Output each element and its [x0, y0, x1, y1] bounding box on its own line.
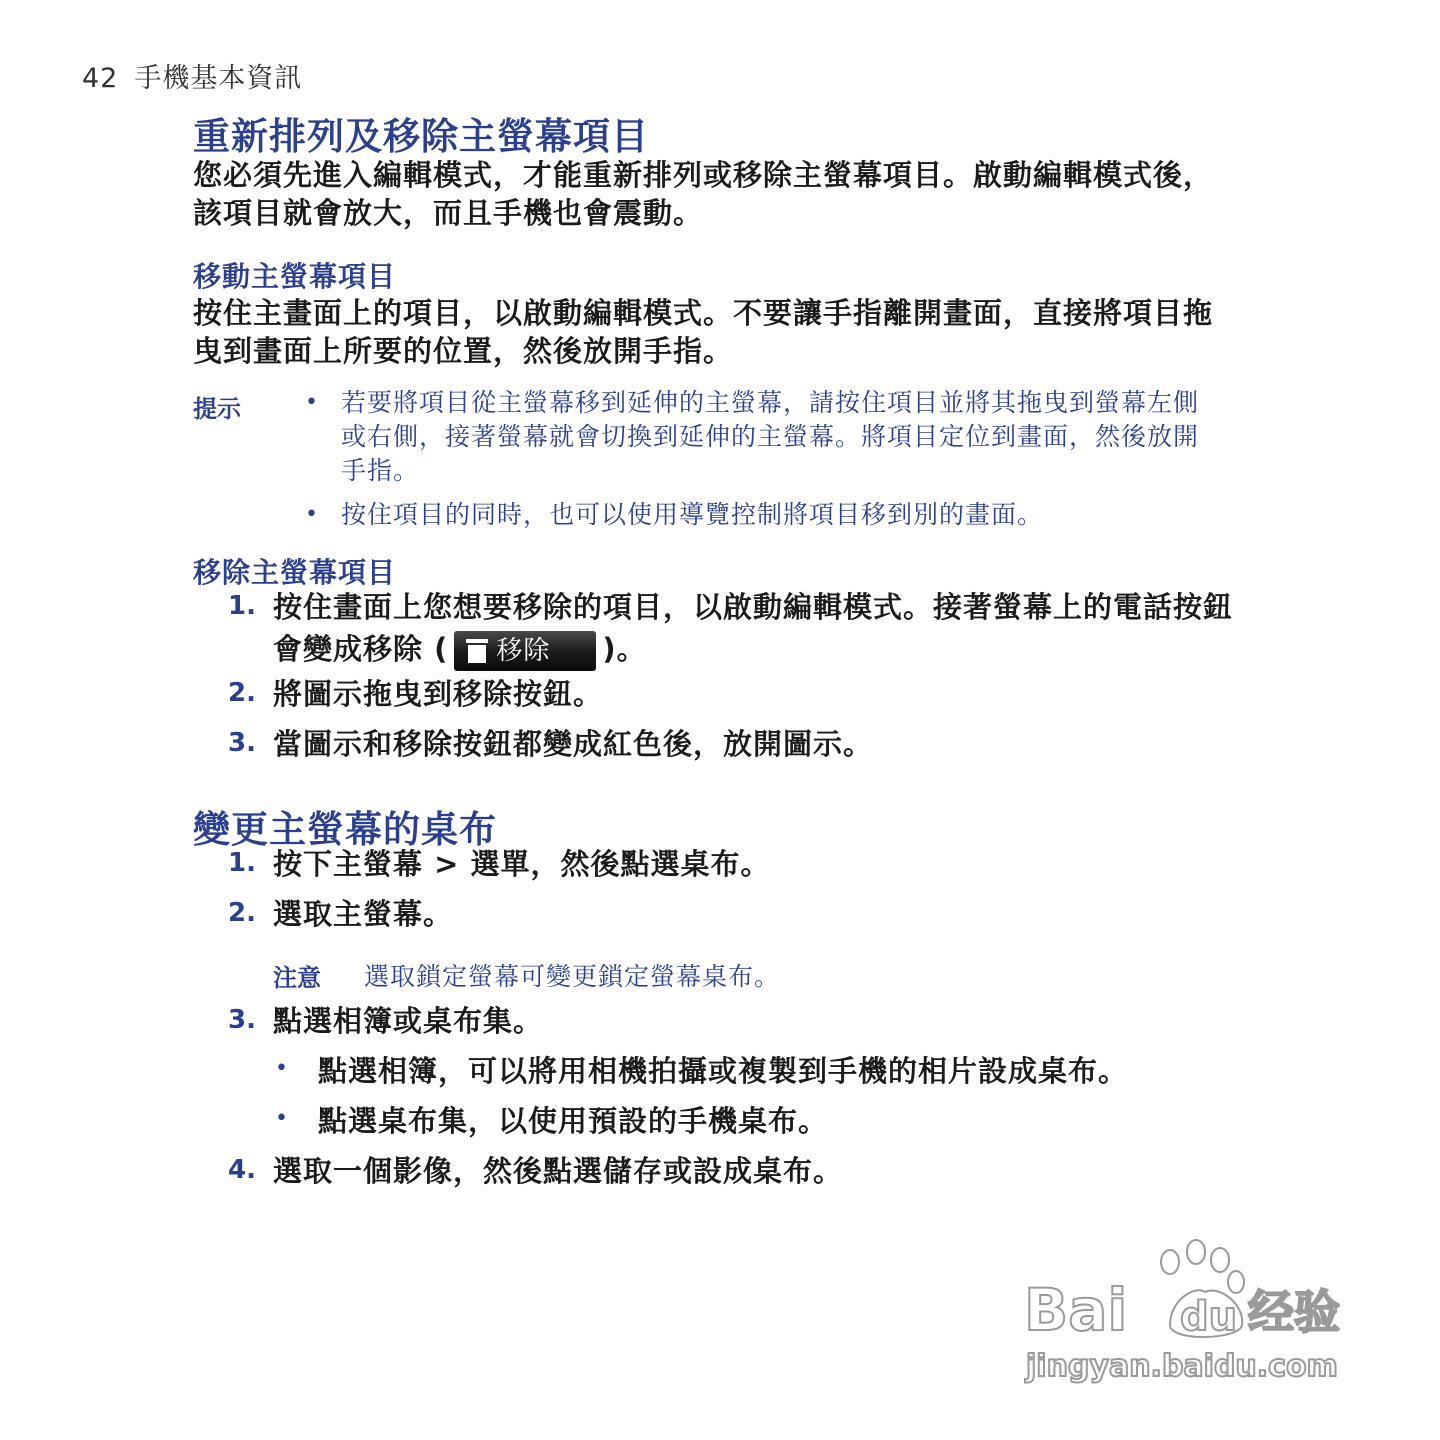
- tip-label: 提示: [193, 395, 241, 423]
- watermark-brand-cn-text: 经验: [1248, 1285, 1340, 1339]
- move-paragraph: [193, 294, 1308, 370]
- tip-bullet-1: •: [305, 390, 318, 415]
- wallpaper-sub-bullet-1: •: [275, 1056, 288, 1081]
- remove-step-3: 當圖示和移除按鈕都變成紅色後，放開圖示。: [273, 727, 874, 761]
- remove-step-1-number: 1.: [228, 591, 256, 621]
- remove-step-1-line-2: [273, 630, 1313, 671]
- wallpaper-sub-bullet-2: •: [275, 1106, 288, 1131]
- chapter-title: 手機基本資訊: [134, 63, 303, 94]
- wallpaper-step-2: 選取主螢幕。: [273, 897, 454, 931]
- remove-step-1-pre: 會變成移除 (: [273, 632, 449, 666]
- page-number: 42: [82, 63, 119, 94]
- remove-step-1-line-1: 按住畫面上您想要移除的項目，以啟動編輯模式。接著螢幕上的電話按鈕: [273, 590, 1234, 624]
- remove-button-label: 移除: [496, 636, 551, 666]
- move-line-2: 曳到畫面上所要的位置，然後放開手指。: [193, 334, 734, 368]
- watermark-brand-text: Bai: [1024, 1276, 1128, 1344]
- baidu-watermark: [1020, 1230, 1360, 1390]
- section-title-rearrange: 重新排列及移除主螢幕項目: [193, 115, 649, 158]
- subsection-title-move: 移動主螢幕項目: [193, 260, 397, 293]
- trash-icon: [468, 639, 486, 663]
- remove-step-2-number: 2.: [228, 678, 256, 708]
- tip-item-1: [341, 386, 1306, 488]
- watermark-url-text: jingyan.baidu.com: [1026, 1349, 1338, 1384]
- tip-item-1-line-3: 手指。: [341, 456, 420, 485]
- remove-step-2: 將圖示拖曳到移除按鈕。: [273, 677, 604, 711]
- watermark-brand-paw-text: du: [1180, 1294, 1238, 1340]
- tip-item-2: 按住項目的同時，也可以使用導覽控制將項目移到別的畫面。: [341, 500, 1044, 529]
- note-text: 選取鎖定螢幕可變更鎖定螢幕桌布。: [364, 962, 781, 991]
- move-line-1: 按住主畫面上的項目，以啟動編輯模式。不要讓手指離開畫面，直接將項目拖: [193, 296, 1214, 330]
- remove-step-3-number: 3.: [228, 728, 256, 758]
- wallpaper-sub-1: 點選相簿，可以將用相機拍攝或複製到手機的相片設成桌布。: [318, 1054, 1129, 1088]
- remove-step-1-post: )。: [602, 632, 647, 666]
- intro-line-2: 該項目就會放大，而且手機也會震動。: [193, 196, 704, 230]
- remove-step-1: [273, 588, 1313, 671]
- wallpaper-step-3-number: 3.: [228, 1005, 256, 1035]
- subsection-title-remove: 移除主螢幕項目: [193, 556, 397, 589]
- tip-item-1-line-1: 若要將項目從主螢幕移到延伸的主螢幕，請按住項目並將其拖曳到螢幕左側: [341, 388, 1200, 417]
- section-intro: [193, 156, 1308, 232]
- wallpaper-step-2-number: 2.: [228, 898, 256, 928]
- wallpaper-step-1: 按下主螢幕 > 選單，然後點選桌布。: [273, 847, 771, 881]
- wallpaper-step-3: 點選相簿或桌布集。: [273, 1004, 544, 1038]
- intro-line-1: 您必須先進入編輯模式，才能重新排列或移除主螢幕項目。啟動編輯模式後，: [193, 158, 1214, 192]
- baidu-watermark-graphic: [1020, 1230, 1360, 1390]
- tip-item-1-line-2: 或右側，接著螢幕就會切換到延伸的主螢幕。將項目定位到畫面，然後放開: [341, 422, 1200, 451]
- wallpaper-step-1-number: 1.: [228, 848, 256, 878]
- wallpaper-sub-2: 點選桌布集，以使用預設的手機桌布。: [318, 1104, 829, 1138]
- wallpaper-step-4-number: 4.: [228, 1155, 256, 1185]
- note-label: 注意: [273, 964, 321, 992]
- page-header: [82, 56, 302, 95]
- section-title-wallpaper: 變更主螢幕的桌布: [193, 808, 497, 851]
- wallpaper-step-4: 選取一個影像，然後點選儲存或設成桌布。: [273, 1154, 844, 1188]
- tip-bullet-2: •: [305, 502, 318, 527]
- remove-button-image: [454, 631, 596, 671]
